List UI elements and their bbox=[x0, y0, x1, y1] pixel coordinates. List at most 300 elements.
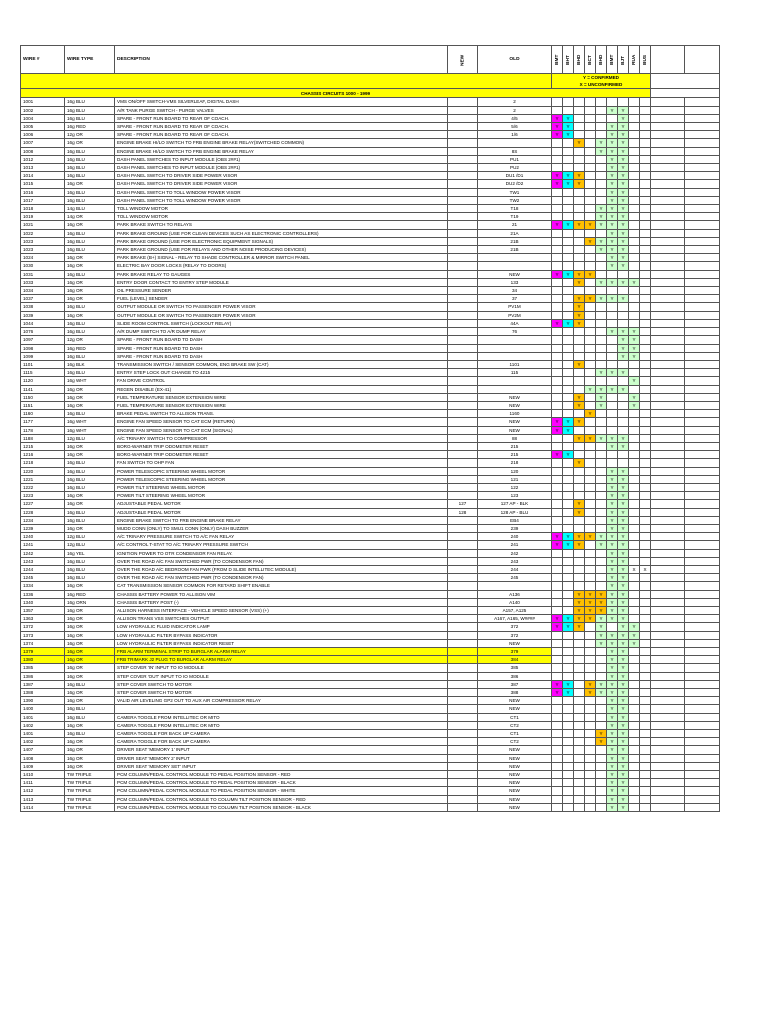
flag-cell bbox=[640, 639, 651, 647]
blank-cell bbox=[651, 803, 685, 811]
blank-cell bbox=[651, 459, 685, 467]
flag-cell bbox=[596, 762, 607, 770]
flag-cell bbox=[629, 803, 640, 811]
old-number: 76 bbox=[478, 328, 552, 336]
flag-cell bbox=[552, 779, 563, 787]
blank-cell bbox=[651, 229, 685, 237]
table-row bbox=[21, 237, 720, 245]
flag-cell bbox=[574, 779, 585, 787]
old-number: 384 bbox=[478, 656, 552, 664]
flag-cell bbox=[640, 344, 651, 352]
flag-cell: Y bbox=[618, 442, 629, 450]
flag-cell bbox=[596, 196, 607, 204]
wire-type: 16g OR bbox=[65, 656, 115, 664]
flag-cell: Y bbox=[596, 680, 607, 688]
flag-cell bbox=[629, 172, 640, 180]
wire-description: ENTRY DOOR CONTACT TO ENTRY STEP MODULE bbox=[115, 278, 448, 286]
blank-cell bbox=[651, 213, 685, 221]
table-row bbox=[21, 180, 720, 188]
flag-cell bbox=[552, 795, 563, 803]
wire-type: 16g OR bbox=[65, 287, 115, 295]
flag-cell bbox=[629, 467, 640, 475]
table-row bbox=[21, 360, 720, 368]
flag-cell: Y bbox=[574, 418, 585, 426]
wire-description: A/R DUMP SWITCH TO A/R DUMP RELAY bbox=[115, 328, 448, 336]
wire-type: 16g BLU bbox=[65, 237, 115, 245]
wire-description: BORG-WARNER TRIP ODOMETER RESET bbox=[115, 442, 448, 450]
flag-cell bbox=[585, 303, 596, 311]
wire-description: PCM COLUMN/PEDAL CONTROL MODULE TO COLUMN TILT POSITION SENSOR - RED bbox=[115, 795, 448, 803]
flag-cell bbox=[640, 303, 651, 311]
table-row bbox=[21, 639, 720, 647]
flag-cell: Y bbox=[629, 278, 640, 286]
wire-type: 16g RED bbox=[65, 590, 115, 598]
blank-cell bbox=[651, 180, 685, 188]
flag-cell bbox=[585, 746, 596, 754]
wire-number: 1401 bbox=[21, 730, 65, 738]
wire-type: 16g RED bbox=[65, 344, 115, 352]
flag-cell bbox=[629, 697, 640, 705]
wire-description: VMS ON/OFF SWITCH-VMS SILVERLEAF, DIGITAL DASH bbox=[115, 98, 448, 106]
blank-cell bbox=[685, 607, 720, 615]
flag-cell bbox=[640, 114, 651, 122]
wire-type: 16g BLU bbox=[65, 319, 115, 327]
flag-cell bbox=[552, 648, 563, 656]
blank-cell bbox=[685, 114, 720, 122]
flag-cell: Y bbox=[574, 598, 585, 606]
flag-cell bbox=[552, 705, 563, 713]
wire-type: 16g OR bbox=[65, 664, 115, 672]
flag-cell bbox=[629, 656, 640, 664]
wire-description: ENGINE BRAKE HI/LO SWITCH TO FRB ENGINE BRAKE RELAY bbox=[115, 147, 448, 155]
wire-type: 16g OR bbox=[65, 442, 115, 450]
blank-cell bbox=[685, 377, 720, 385]
new-number bbox=[448, 451, 478, 459]
blank-cell bbox=[685, 541, 720, 549]
blank-cell bbox=[685, 311, 720, 319]
blank-cell bbox=[651, 516, 685, 524]
table-row bbox=[21, 549, 720, 557]
old-number: CT2 bbox=[478, 738, 552, 746]
new-number bbox=[448, 385, 478, 393]
new-number bbox=[448, 680, 478, 688]
old-number: 386 bbox=[478, 672, 552, 680]
new-number bbox=[448, 131, 478, 139]
col-desc-header: DESCRIPTION bbox=[115, 46, 448, 74]
flag-cell bbox=[596, 155, 607, 163]
wire-type: TW TRIPLE bbox=[65, 771, 115, 779]
flag-cell bbox=[552, 139, 563, 147]
flag-cell: Y bbox=[618, 254, 629, 262]
flag-cell bbox=[585, 426, 596, 434]
table-row bbox=[21, 188, 720, 196]
wire-type: 12g OR bbox=[65, 131, 115, 139]
flag-cell bbox=[607, 410, 618, 418]
blank-cell bbox=[685, 278, 720, 286]
flag-cell bbox=[596, 254, 607, 262]
old-number: NEW bbox=[478, 746, 552, 754]
flag-cell: Y bbox=[618, 787, 629, 795]
flag-cell: Y bbox=[596, 639, 607, 647]
flag-cell bbox=[574, 98, 585, 106]
blank-cell bbox=[685, 656, 720, 664]
flag-cell: Y bbox=[552, 114, 563, 122]
flag-cell: Y bbox=[618, 713, 629, 721]
flag-cell: Y bbox=[629, 401, 640, 409]
wire-number: 1388 bbox=[21, 689, 65, 697]
flag-cell: Y bbox=[607, 483, 618, 491]
flag-cell: Y bbox=[552, 180, 563, 188]
flag-cell: Y bbox=[618, 516, 629, 524]
flag-cell bbox=[640, 516, 651, 524]
old-number: T18 bbox=[478, 205, 552, 213]
wire-table bbox=[20, 45, 720, 812]
wire-description: TOLL WINDOW MOTOR bbox=[115, 213, 448, 221]
flag-cell bbox=[585, 705, 596, 713]
flag-cell bbox=[552, 582, 563, 590]
new-number bbox=[448, 631, 478, 639]
flag-cell: Y bbox=[607, 771, 618, 779]
blank-cell bbox=[685, 574, 720, 582]
new-number bbox=[448, 533, 478, 541]
flag-cell: Y bbox=[596, 607, 607, 615]
old-number: 44A bbox=[478, 319, 552, 327]
flag-cell bbox=[640, 730, 651, 738]
flag-cell bbox=[607, 418, 618, 426]
wire-number: 1241 bbox=[21, 541, 65, 549]
flag-cell: Y bbox=[618, 164, 629, 172]
wire-number: 1007 bbox=[21, 139, 65, 147]
flag-cell bbox=[563, 549, 574, 557]
col-new-header: NEW bbox=[448, 46, 478, 74]
table-row bbox=[21, 123, 720, 131]
new-number bbox=[448, 246, 478, 254]
blank-cell bbox=[685, 319, 720, 327]
old-number: NEW bbox=[478, 426, 552, 434]
flag-cell: Y bbox=[618, 771, 629, 779]
flag-cell bbox=[585, 672, 596, 680]
flag-cell: Y bbox=[596, 598, 607, 606]
flag-cell bbox=[629, 98, 640, 106]
flag-cell: Y bbox=[618, 229, 629, 237]
old-number: 127 AP - BLK bbox=[478, 500, 552, 508]
flag-cell: Y bbox=[607, 574, 618, 582]
blank-cell bbox=[685, 697, 720, 705]
wire-number: 1022 bbox=[21, 229, 65, 237]
old-number: PV1M bbox=[478, 303, 552, 311]
flag-cell bbox=[552, 287, 563, 295]
flag-cell: Y bbox=[607, 746, 618, 754]
blank-cell bbox=[685, 344, 720, 352]
flag-cell: Y bbox=[585, 434, 596, 442]
blank-cell bbox=[685, 352, 720, 360]
flag-cell bbox=[585, 196, 596, 204]
wire-type: 16g OR bbox=[65, 672, 115, 680]
flag-cell bbox=[574, 475, 585, 483]
old-number: 243 bbox=[478, 557, 552, 565]
wire-description: ENGINE BRAKE HI/LO SWITCH TO FRB ENGINE BRAKE RELAY(SWITCHED COMMON) bbox=[115, 139, 448, 147]
flag-cell: Y bbox=[607, 705, 618, 713]
flag-cell bbox=[563, 401, 574, 409]
flag-cell bbox=[552, 213, 563, 221]
old-number: NEW bbox=[478, 771, 552, 779]
flag-cell bbox=[585, 344, 596, 352]
new-number bbox=[448, 795, 478, 803]
blank-cell bbox=[685, 237, 720, 245]
new-number bbox=[448, 336, 478, 344]
table-row bbox=[21, 771, 720, 779]
flag-cell bbox=[607, 303, 618, 311]
wire-number: 1002 bbox=[21, 106, 65, 114]
blank-cell bbox=[685, 795, 720, 803]
wire-description: ENGINE FAN SPEED SENSOR TO CAT ECM (RETURN) bbox=[115, 418, 448, 426]
flag-cell bbox=[585, 213, 596, 221]
flag-cell: Y bbox=[607, 475, 618, 483]
flag-cell bbox=[574, 287, 585, 295]
old-number: 120 bbox=[478, 467, 552, 475]
flag-cell bbox=[640, 475, 651, 483]
flag-cell: Y bbox=[563, 615, 574, 623]
flag-cell: Y bbox=[574, 590, 585, 598]
flag-cell bbox=[574, 705, 585, 713]
new-number bbox=[448, 426, 478, 434]
old-number: T19 bbox=[478, 213, 552, 221]
flag-cell bbox=[563, 730, 574, 738]
old-number: PU2 bbox=[478, 164, 552, 172]
flag-cell bbox=[574, 442, 585, 450]
table-row bbox=[21, 385, 720, 393]
blank-cell bbox=[685, 139, 720, 147]
flag-cell bbox=[552, 410, 563, 418]
flag-cell bbox=[640, 180, 651, 188]
flag-cell bbox=[640, 131, 651, 139]
old-number: 215 bbox=[478, 451, 552, 459]
flag-cell bbox=[585, 98, 596, 106]
table-row bbox=[21, 533, 720, 541]
flag-cell bbox=[585, 730, 596, 738]
wire-number: 1245 bbox=[21, 574, 65, 582]
old-number: NEW bbox=[478, 393, 552, 401]
flag-cell: Y bbox=[563, 418, 574, 426]
flag-cell bbox=[596, 360, 607, 368]
flag-cell bbox=[574, 689, 585, 697]
flag-cell: Y bbox=[618, 139, 629, 147]
flag-cell bbox=[640, 401, 651, 409]
wire-number: 1387 bbox=[21, 680, 65, 688]
new-number bbox=[448, 344, 478, 352]
wire-type: 16g OR bbox=[65, 278, 115, 286]
flag-cell: Y bbox=[629, 393, 640, 401]
flag-cell bbox=[574, 762, 585, 770]
old-number: NEW bbox=[478, 705, 552, 713]
table-row bbox=[21, 508, 720, 516]
wire-type: 16g BLU bbox=[65, 467, 115, 475]
flag-cell bbox=[574, 196, 585, 204]
flag-cell: Y bbox=[618, 336, 629, 344]
flag-cell: Y bbox=[563, 451, 574, 459]
blank-cell bbox=[685, 451, 720, 459]
col-type-header: WIRE TYPE bbox=[65, 46, 115, 74]
flag-cell bbox=[585, 549, 596, 557]
flag-cell bbox=[552, 607, 563, 615]
flag-cell bbox=[563, 459, 574, 467]
wire-description: TRANSMISSION SWITCH / SENSOR COMMON, ENG BRAKE SW (CAT) bbox=[115, 360, 448, 368]
wire-number: 1023 bbox=[21, 246, 65, 254]
flag-cell bbox=[640, 697, 651, 705]
flag-cell bbox=[563, 196, 574, 204]
wire-type: 14g OR bbox=[65, 213, 115, 221]
flag-cell bbox=[640, 287, 651, 295]
flag-cell bbox=[563, 352, 574, 360]
legend-spacer bbox=[21, 74, 552, 89]
flag-cell bbox=[629, 196, 640, 204]
flag-cell bbox=[585, 574, 596, 582]
blank-cell bbox=[651, 541, 685, 549]
flag-cell: Y bbox=[596, 541, 607, 549]
table-row bbox=[21, 278, 720, 286]
flag-cell bbox=[552, 229, 563, 237]
flag-cell bbox=[629, 229, 640, 237]
wire-number: 1015 bbox=[21, 180, 65, 188]
flag-cell: Y bbox=[618, 582, 629, 590]
flag-cell bbox=[552, 385, 563, 393]
flag-cell bbox=[640, 254, 651, 262]
flag-cell: Y bbox=[574, 508, 585, 516]
new-number bbox=[448, 172, 478, 180]
old-number: 1101 bbox=[478, 360, 552, 368]
wire-number: 1017 bbox=[21, 196, 65, 204]
blank-cell bbox=[651, 336, 685, 344]
blank-cell bbox=[685, 730, 720, 738]
flag-cell: Y bbox=[607, 533, 618, 541]
wire-number: 1239 bbox=[21, 524, 65, 532]
wire-description: CAMERA TOGGLE FOR BACK UP CAMERA bbox=[115, 730, 448, 738]
flag-cell bbox=[640, 623, 651, 631]
wire-number: 1115 bbox=[21, 369, 65, 377]
wire-number: 1374 bbox=[21, 639, 65, 647]
flag-cell: Y bbox=[629, 623, 640, 631]
flag-cell bbox=[629, 262, 640, 270]
col-flag-header: BMT bbox=[552, 46, 563, 74]
flag-cell: Y bbox=[607, 106, 618, 114]
flag-cell bbox=[585, 319, 596, 327]
new-number bbox=[448, 393, 478, 401]
wire-type: 16g BLU bbox=[65, 516, 115, 524]
old-number: 242 bbox=[478, 549, 552, 557]
flag-cell bbox=[552, 639, 563, 647]
new-number bbox=[448, 442, 478, 450]
flag-cell bbox=[596, 713, 607, 721]
flag-cell bbox=[585, 795, 596, 803]
blank-cell bbox=[685, 213, 720, 221]
flag-cell bbox=[607, 459, 618, 467]
old-number: 388 bbox=[478, 689, 552, 697]
wire-number: 1018 bbox=[21, 205, 65, 213]
flag-cell bbox=[629, 319, 640, 327]
flag-cell: Y bbox=[574, 533, 585, 541]
flag-cell bbox=[618, 418, 629, 426]
flag-cell bbox=[629, 746, 640, 754]
wire-type: 16g OR bbox=[65, 582, 115, 590]
wire-description: DASH PANEL SWITCH TO DRIVER SIDE POWER VISOR bbox=[115, 172, 448, 180]
table-row bbox=[21, 738, 720, 746]
wire-number: 1379 bbox=[21, 648, 65, 656]
blank-cell bbox=[651, 574, 685, 582]
flag-cell bbox=[640, 418, 651, 426]
flag-cell: Y bbox=[618, 106, 629, 114]
flag-cell bbox=[629, 680, 640, 688]
flag-cell bbox=[629, 483, 640, 491]
flag-cell bbox=[552, 771, 563, 779]
flag-cell: Y bbox=[574, 434, 585, 442]
wire-type: 16g BLU bbox=[65, 196, 115, 204]
blank-cell bbox=[651, 246, 685, 254]
flag-cell bbox=[629, 582, 640, 590]
new-number bbox=[448, 434, 478, 442]
flag-cell bbox=[574, 721, 585, 729]
wire-number: 1401 bbox=[21, 713, 65, 721]
wire-number: 1408 bbox=[21, 754, 65, 762]
wire-number: 1409 bbox=[21, 762, 65, 770]
blank-cell bbox=[685, 188, 720, 196]
flag-cell bbox=[563, 565, 574, 573]
wire-description: DASH PANEL SWITCH TO DRIVER SIDE POWER VISOR bbox=[115, 180, 448, 188]
flag-cell bbox=[552, 738, 563, 746]
flag-cell: Y bbox=[618, 246, 629, 254]
blank-cell bbox=[685, 533, 720, 541]
flag-cell bbox=[596, 549, 607, 557]
flag-cell: Y bbox=[607, 713, 618, 721]
flag-cell bbox=[574, 164, 585, 172]
flag-cell bbox=[640, 713, 651, 721]
wire-number: 1402 bbox=[21, 738, 65, 746]
flag-cell bbox=[629, 418, 640, 426]
new-number bbox=[448, 467, 478, 475]
wire-number: 1151 bbox=[21, 401, 65, 409]
new-number bbox=[448, 123, 478, 131]
wire-description: OVER THE ROAD A/C BEDROOM FAN PWR (FROM D SLIDE INTELLITEC MODULE) bbox=[115, 565, 448, 573]
flag-cell bbox=[596, 771, 607, 779]
flag-cell: Y bbox=[574, 295, 585, 303]
blank-cell bbox=[651, 74, 720, 89]
blank-cell bbox=[685, 287, 720, 295]
wire-number: 1024 bbox=[21, 254, 65, 262]
flag-cell bbox=[585, 475, 596, 483]
flag-cell: Y bbox=[607, 689, 618, 697]
flag-cell: Y bbox=[629, 344, 640, 352]
wire-type: 12g BLU bbox=[65, 541, 115, 549]
wire-description: ENGINE BRAKE SWITCH TO FRB ENGINE BRAKE RELAY bbox=[115, 516, 448, 524]
flag-cell bbox=[552, 492, 563, 500]
flag-cell bbox=[552, 697, 563, 705]
wire-type: 16g OR bbox=[65, 295, 115, 303]
old-number: NEW bbox=[478, 754, 552, 762]
old-number bbox=[478, 139, 552, 147]
new-number bbox=[448, 738, 478, 746]
new-number bbox=[448, 205, 478, 213]
blank-cell bbox=[685, 672, 720, 680]
wire-number: 1023 bbox=[21, 237, 65, 245]
flag-cell: Y bbox=[607, 492, 618, 500]
flag-cell bbox=[596, 336, 607, 344]
flag-cell: Y bbox=[607, 123, 618, 131]
wire-number: 1242 bbox=[21, 549, 65, 557]
table-row bbox=[21, 287, 720, 295]
flag-cell bbox=[640, 795, 651, 803]
wire-type: 16g BLU bbox=[65, 483, 115, 491]
flag-cell bbox=[552, 746, 563, 754]
blank-cell bbox=[651, 607, 685, 615]
